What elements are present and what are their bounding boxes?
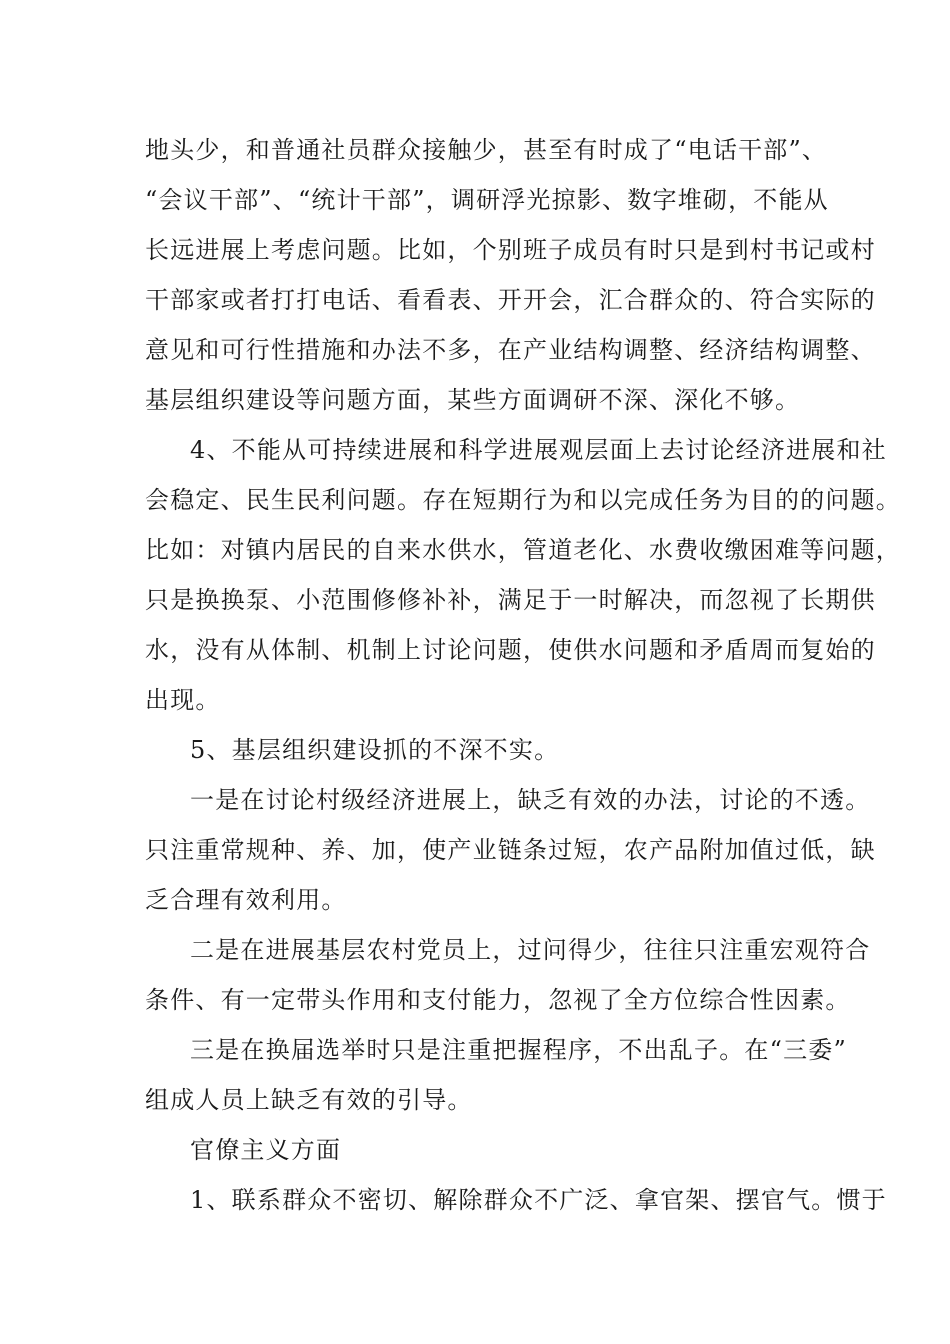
text-line-12: 出现。 — [145, 686, 221, 714]
text-line-19: 三是在换届选举时只是注重把握程序，不出乱子。在“三委” — [190, 1036, 847, 1064]
text-line-14: 一是在讨论村级经济进展上，缺乏有效的办法，讨论的不透。 — [190, 786, 871, 814]
text-line-20: 组成人员上缺乏有效的引导。 — [145, 1086, 473, 1114]
text-line-7: 4、不能从可持续进展和科学进展观层面上去讨论经济进展和社 — [190, 436, 887, 464]
text-line-9: 比如：对镇内居民的自来水供水，管道老化、水费收缴困难等问题， — [145, 536, 901, 564]
text-line-4: 干部家或者打打电话、看看表、开开会，汇合群众的、符合实际的 — [145, 286, 876, 314]
text-line-11: 水，没有从体制、机制上讨论问题，使供水问题和矛盾周而复始的 — [145, 636, 876, 664]
text-line-13: 5、基层组织建设抓的不深不实。 — [190, 736, 560, 764]
text-line-17: 二是在进展基层农村党员上，过问得少，往往只注重宏观符合 — [190, 936, 871, 964]
text-line-5: 意见和可行性措施和办法不多，在产业结构调整、经济结构调整、 — [145, 336, 876, 364]
text-line-6: 基层组织建设等问题方面，某些方面调研不深、深化不够。 — [145, 386, 801, 414]
text-line-18: 条件、有一定带头作用和支付能力，忽视了全方位综合性因素。 — [145, 986, 851, 1014]
text-line-3: 长远进展上考虑问题。比如，个别班子成员有时只是到村书记或村 — [145, 236, 876, 264]
text-line-8: 会稳定、民生民利问题。存在短期行为和以完成任务为目的的问题。 — [145, 486, 901, 514]
text-line-15: 只注重常规种、养、加，使产业链条过短，农产品附加值过低，缺 — [145, 836, 876, 864]
section-heading: 官僚主义方面 — [190, 1136, 342, 1164]
text-line-16: 乏合理有效利用。 — [145, 886, 347, 914]
text-line-10: 只是换换泵、小范围修修补补，满足于一时解决，而忽视了长期供 — [145, 586, 876, 614]
text-line-1: 地头少，和普通社员群众接触少，甚至有时成了“电话干部”、 — [145, 136, 828, 164]
text-line-2: “会议干部”、“统计干部”，调研浮光掠影、数字堆砌，不能从 — [145, 186, 829, 214]
text-line-22: 1、联系群众不密切、解除群众不广泛、拿官架、摆官气。惯于 — [190, 1186, 887, 1214]
